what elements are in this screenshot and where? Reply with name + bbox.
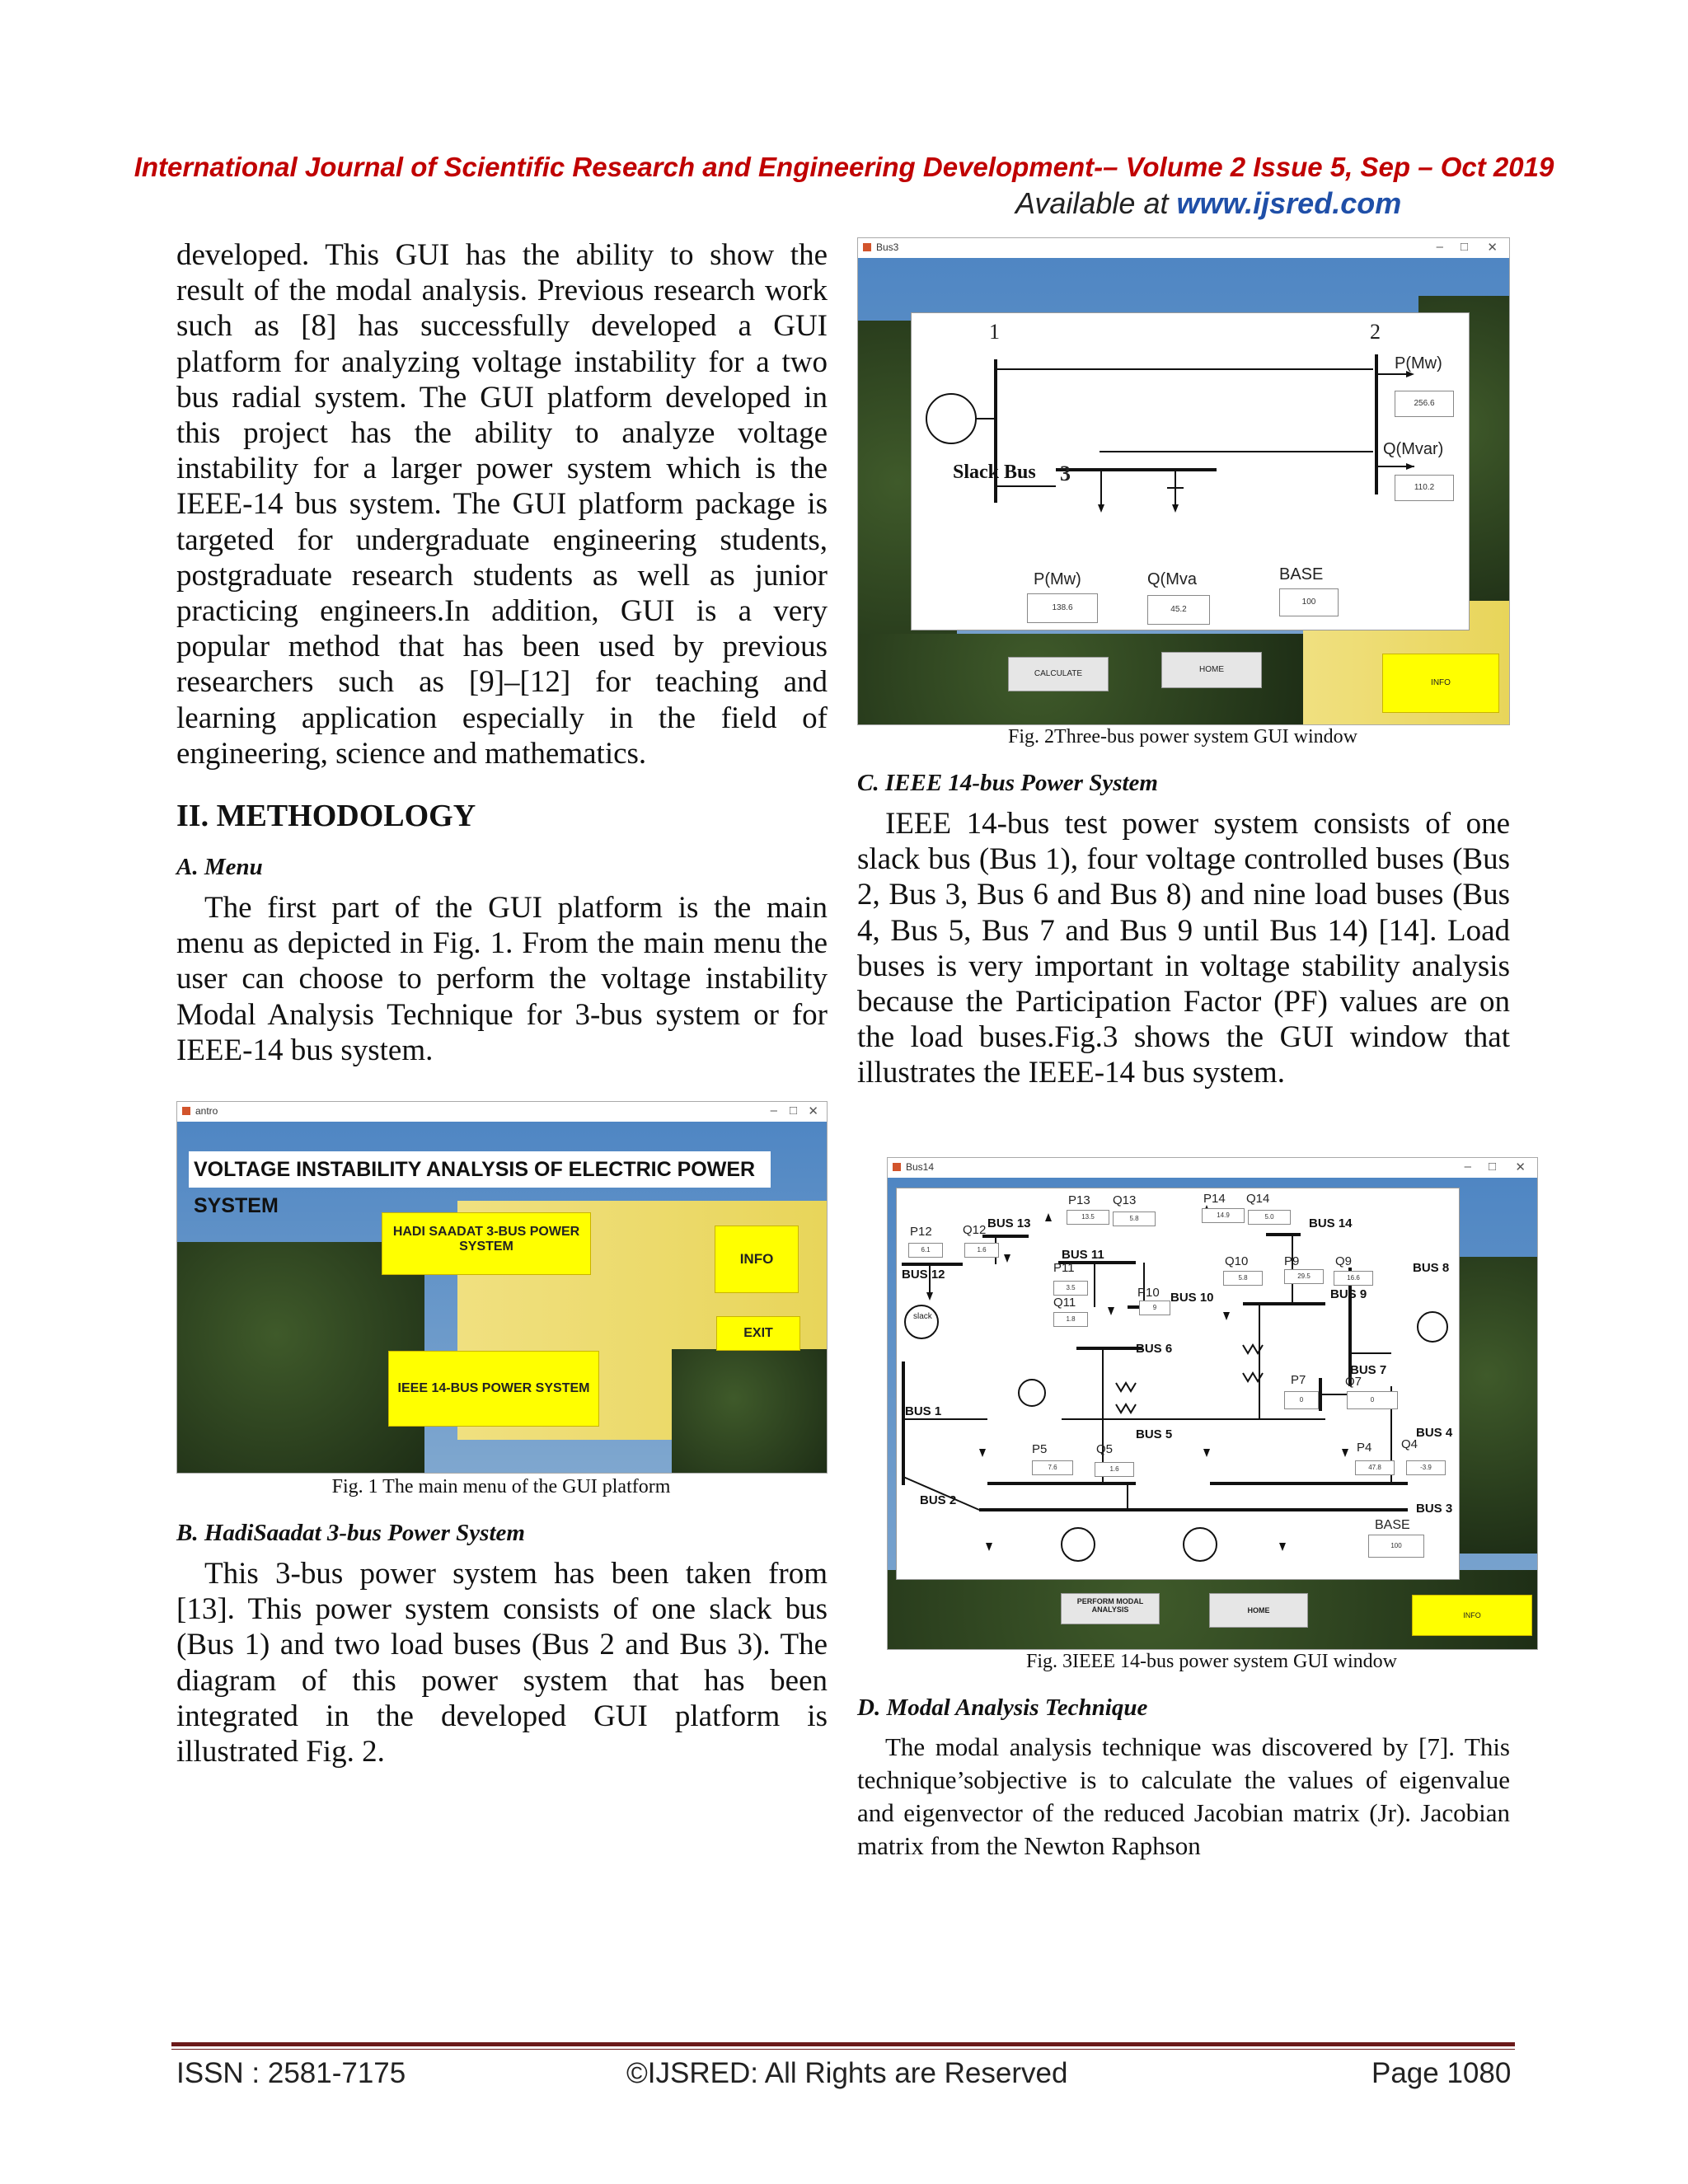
available-at bbox=[1015, 186, 1401, 221]
p12-label: P12 bbox=[910, 1225, 932, 1239]
p9-field[interactable]: 29.5 bbox=[1284, 1269, 1324, 1284]
subsection-a: A. Menu bbox=[176, 854, 263, 880]
tree-image-right bbox=[672, 1349, 827, 1473]
fig2-home-button[interactable]: HOME bbox=[1161, 652, 1262, 688]
main-menu-banner: VOLTAGE INSTABILITY ANALYSIS OF ELECTRIC POWER SYSTEM bbox=[189, 1151, 771, 1188]
q13-field[interactable]: 5.8 bbox=[1113, 1212, 1156, 1226]
three-bus-diagram bbox=[911, 312, 1470, 630]
p7-field[interactable]: 0 bbox=[1284, 1391, 1319, 1409]
q4-label: Q4 bbox=[1401, 1437, 1418, 1451]
p5-field[interactable]: 7.6 bbox=[1032, 1460, 1073, 1475]
matlab-icon bbox=[893, 1163, 901, 1171]
section-title: II. METHODOLOGY bbox=[176, 799, 476, 833]
q9-label: Q9 bbox=[1335, 1254, 1353, 1268]
base-label: BASE bbox=[1279, 565, 1324, 583]
subsection-b: B. HadiSaadat 3-bus Power System bbox=[176, 1520, 525, 1546]
q12-label: Q12 bbox=[963, 1223, 987, 1237]
footer-rule-thin bbox=[171, 2049, 1515, 2050]
base-field[interactable]: 100 bbox=[1279, 588, 1339, 616]
q12-field[interactable]: 1.6 bbox=[964, 1243, 999, 1258]
fig3-window-title: Bus14 bbox=[906, 1161, 935, 1173]
maximize-icon[interactable]: □ bbox=[1460, 240, 1468, 254]
base-label: BASE bbox=[1375, 1518, 1410, 1532]
q-right-field[interactable]: 110.2 bbox=[1395, 475, 1454, 501]
p10-field[interactable]: 9 bbox=[1139, 1301, 1170, 1315]
menu-paragraph: The first part of the GUI platform is the main menu as depicted in Fig. 1. From the main menu the user can choose to perform the voltage instability Modal Analysis Technique for 3-bus system or for IEEE-14 bus system. bbox=[176, 891, 828, 1067]
p5-label: P5 bbox=[1032, 1442, 1048, 1456]
q11-field[interactable]: 1.8 bbox=[1053, 1312, 1088, 1327]
tree-image-right bbox=[1453, 1257, 1537, 1554]
fig3-caption: Fig. 3IEEE 14-bus power system GUI window bbox=[1026, 1651, 1397, 1672]
matlab-icon bbox=[863, 243, 871, 251]
q7-field[interactable]: 0 bbox=[1347, 1391, 1398, 1409]
bus-7-label: BUS 7 bbox=[1350, 1363, 1387, 1377]
bus-5-label: BUS 5 bbox=[1136, 1427, 1173, 1441]
fig1-info-button[interactable]: INFO bbox=[715, 1226, 799, 1293]
bus3-paragraph: This 3-bus power system has been taken from [13]. This power system consists of one slack bus (Bus 1) and two load buses (Bus 2 and Bus 3). The diagram of this power system that has been integrated in the developed GUI platform is illustrated Fig. 2. bbox=[176, 1557, 828, 1769]
slack-bus-label: Slack Bus bbox=[953, 462, 1036, 483]
ieee14-button[interactable]: IEEE 14-BUS POWER SYSTEM bbox=[388, 1351, 599, 1427]
close-icon[interactable]: ✕ bbox=[1515, 1160, 1526, 1174]
fig1-window-title: antro bbox=[195, 1105, 218, 1117]
q7-label: Q7 bbox=[1345, 1375, 1362, 1389]
fig3-home-button[interactable]: HOME bbox=[1209, 1593, 1308, 1628]
bus-3-label: BUS 3 bbox=[1416, 1502, 1453, 1516]
fig3-titlebar bbox=[888, 1158, 1537, 1178]
p13-label: P13 bbox=[1068, 1193, 1090, 1207]
q14-field[interactable]: 5.0 bbox=[1248, 1210, 1291, 1225]
p4-field[interactable]: 47.8 bbox=[1355, 1460, 1395, 1475]
modal-paragraph: The modal analysis technique was discovered by [7]. This technique’sobjective is to calculate the values of eigenvalue and eigenvector of the reduced Jacobian matrix (Jr). Jacobian matrix from the Newton Raphson bbox=[857, 1732, 1510, 1860]
hadi-saadat-button[interactable]: HADI SAADAT 3-BUS POWER SYSTEM bbox=[382, 1212, 591, 1275]
q-bottom-field[interactable]: 45.2 bbox=[1147, 595, 1210, 625]
journal-header: International Journal of Scientific Research and Engineering Development-– Volume 2 Issue 5, Sep – Oct 2019 bbox=[134, 152, 1554, 182]
page-number: Page 1080 bbox=[1372, 2057, 1512, 2089]
bus-3-label: 3 bbox=[1060, 462, 1071, 485]
close-icon[interactable]: ✕ bbox=[1487, 241, 1498, 255]
fig1-titlebar bbox=[177, 1102, 827, 1122]
q10-field[interactable]: 5.8 bbox=[1223, 1271, 1263, 1286]
p-bottom-label: P(Mw) bbox=[1034, 570, 1081, 588]
p12-field[interactable]: 6.1 bbox=[908, 1243, 943, 1258]
p7-label: P7 bbox=[1291, 1373, 1306, 1387]
bus-9-label: BUS 9 bbox=[1330, 1287, 1367, 1301]
maximize-icon[interactable]: □ bbox=[789, 1104, 797, 1118]
fig1-caption: Fig. 1 The main menu of the GUI platform bbox=[331, 1476, 671, 1497]
bus-6-label: BUS 6 bbox=[1136, 1342, 1173, 1356]
perform-modal-button[interactable]: PERFORM MODAL ANALYSIS bbox=[1061, 1593, 1160, 1624]
fig2-info-button[interactable]: INFO bbox=[1382, 654, 1499, 713]
bus-4-label: BUS 4 bbox=[1416, 1426, 1453, 1440]
fig3-window bbox=[887, 1157, 1538, 1650]
fig2-titlebar bbox=[858, 238, 1509, 258]
available-prefix: Available at bbox=[1015, 186, 1177, 220]
fig2-window bbox=[857, 237, 1510, 725]
q5-label: Q5 bbox=[1096, 1442, 1114, 1456]
fig2-caption: Fig. 2Three-bus power system GUI window bbox=[1008, 726, 1357, 748]
ieee14-paragraph: IEEE 14-bus test power system consists of one slack bus (Bus 1), four voltage controlled buses (Bus 2, Bus 3, Bus 6 and Bus 8) and nine load buses (Bus 4, Bus 5, Bus 7 and Bus 9 until Bus 14) [14]. Load buses is very important in voltage stability analysis because the Participation Factor (PF) values are on the load buses.Fig.3 shows the GUI window that illustrates the IEEE-14 bus system. bbox=[857, 807, 1510, 1090]
journal-url[interactable]: www.ijsred.com bbox=[1176, 186, 1402, 220]
calculate-button[interactable]: CALCULATE bbox=[1008, 657, 1109, 691]
bus-1-label: BUS 1 bbox=[905, 1404, 942, 1418]
bus-13-label: BUS 13 bbox=[987, 1216, 1031, 1230]
q-right-label: Q(Mvar) bbox=[1383, 440, 1444, 458]
bus-11-label: BUS 11 bbox=[1062, 1248, 1104, 1262]
fig3-info-button[interactable]: INFO bbox=[1412, 1595, 1532, 1636]
p10-label: P10 bbox=[1137, 1286, 1160, 1300]
exit-button[interactable]: EXIT bbox=[716, 1316, 800, 1351]
q-bottom-label: Q(Mva bbox=[1147, 570, 1197, 588]
q14-label: Q14 bbox=[1246, 1192, 1270, 1206]
p9-label: P9 bbox=[1284, 1254, 1300, 1268]
subsection-d: D. Modal Analysis Technique bbox=[857, 1694, 1148, 1721]
minimize-icon[interactable]: – bbox=[770, 1104, 777, 1118]
base-field[interactable]: 100 bbox=[1368, 1535, 1424, 1558]
q5-field[interactable]: 1.6 bbox=[1095, 1462, 1134, 1477]
ieee14-diagram bbox=[896, 1188, 1460, 1580]
p-right-label: P(Mw) bbox=[1395, 354, 1442, 373]
p14-label: P14 bbox=[1203, 1192, 1226, 1206]
minimize-icon[interactable]: – bbox=[1436, 240, 1443, 254]
bus-8-label: BUS 8 bbox=[1413, 1261, 1450, 1275]
p11-field[interactable]: 3.5 bbox=[1053, 1281, 1088, 1296]
q4-field[interactable]: -3.9 bbox=[1406, 1460, 1446, 1475]
bus-14-label: BUS 14 bbox=[1309, 1216, 1353, 1230]
fig2-window-title: Bus3 bbox=[876, 241, 899, 253]
p14-field[interactable]: 14.9 bbox=[1202, 1208, 1245, 1223]
p-bottom-field[interactable]: 138.6 bbox=[1027, 593, 1098, 623]
intro-paragraph: developed. This GUI has the ability to show the result of the modal analysis. Previous research work such as [8] has successfully developed a GUI platform for analyzing voltage instability for a two bus radial system. The GUI platform developed in this project has the ability to analyze voltage instability for a larger power system which is the IEEE-14 bus system. The GUI platform package is targeted for undergraduate engineering students, postgraduate research students as well as junior practicing engineers.In addition, GUI is a very popular method that has been used by previous researchers such as [9]–[12] for teaching and learning application especially in the field of engineering, science and mathematics. bbox=[176, 238, 828, 771]
issn-footer: ISSN : 2581-7175 bbox=[176, 2057, 406, 2089]
rights-footer: ©IJSRED: All Rights are Reserved bbox=[626, 2057, 1068, 2089]
q10-label: Q10 bbox=[1225, 1254, 1249, 1268]
q9-field[interactable]: 16.6 bbox=[1334, 1271, 1373, 1286]
p13-field[interactable]: 13.5 bbox=[1067, 1210, 1109, 1225]
bus-12-label: BUS 12 bbox=[902, 1268, 945, 1282]
tree-image bbox=[177, 1242, 424, 1473]
q13-label: Q13 bbox=[1113, 1193, 1137, 1207]
fig1-window bbox=[176, 1101, 828, 1474]
p11-label: P11 bbox=[1053, 1261, 1075, 1275]
subsection-c: C. IEEE 14-bus Power System bbox=[857, 770, 1158, 796]
p-right-field[interactable]: 256.6 bbox=[1395, 391, 1454, 417]
q11-label: Q11 bbox=[1053, 1296, 1076, 1310]
maximize-icon[interactable]: □ bbox=[1488, 1160, 1496, 1174]
close-icon[interactable]: ✕ bbox=[808, 1104, 818, 1118]
minimize-icon[interactable]: – bbox=[1464, 1160, 1471, 1174]
matlab-icon bbox=[182, 1107, 190, 1115]
bus-10-label: BUS 10 bbox=[1170, 1291, 1214, 1305]
bus-2-label: 2 bbox=[1370, 320, 1381, 344]
footer-rule bbox=[171, 2042, 1515, 2046]
bus-2-label: BUS 2 bbox=[920, 1493, 957, 1507]
bus-1-label: 1 bbox=[989, 320, 1000, 344]
slack-label: slack bbox=[913, 1312, 932, 1321]
p4-label: P4 bbox=[1357, 1441, 1372, 1455]
